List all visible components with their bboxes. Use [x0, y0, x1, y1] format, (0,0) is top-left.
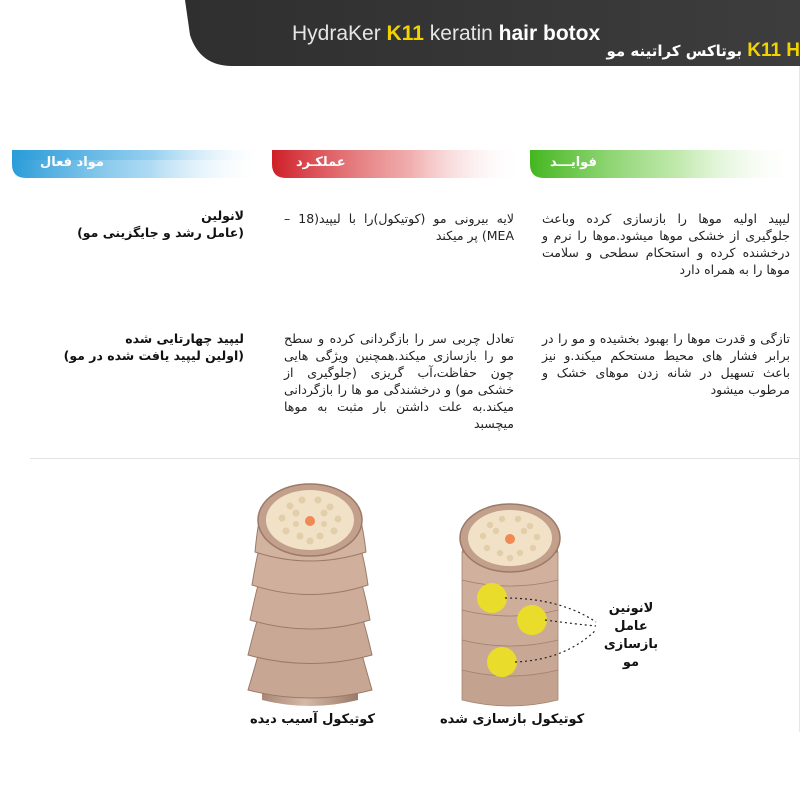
repaired-caption: کوتیکول بازسازی شده — [440, 712, 585, 727]
row-1-ingredient-desc: (عامل رشد و جایگزینی مو) — [77, 225, 244, 240]
lanolin-callout — [596, 600, 666, 672]
lanolin-marker-2 — [517, 605, 547, 635]
brand-fa-title: بوتاکس کراتینه مو — [606, 42, 742, 60]
callout-line3: بازسازی مو — [603, 637, 659, 670]
callout-line2: عامل — [614, 619, 648, 634]
lanolin-marker-1 — [477, 583, 507, 613]
brand-fa-k11: K11 — [747, 40, 782, 61]
repaired-medulla — [505, 534, 515, 544]
brand-bold: hair botox — [498, 22, 601, 45]
row-1-benefits: لیپید اولیه موها را بازسازی کرده وباعث جلوگیری از خشکی موها میشود.موها را نرم و درخشنده کرده و استحکام سطحی و سلامت موها را به همراه دارد — [542, 211, 790, 277]
function-header-label: عملکـرد — [296, 155, 346, 170]
lanolin-marker-3 — [487, 647, 517, 677]
row-2-benefits: تازگی و قدرت موها را بهبود بخشیده و مو را در برابر فشار های محیط مستحکم میکند.و نیز باعث تسهیل در شانه زدن موهای خشک و مرطوب میشود — [542, 331, 790, 397]
damaged-caption: کوتیکول آسیب دیده — [250, 712, 375, 727]
damaged-medulla — [305, 516, 315, 526]
row-2-ingredient-desc: (اولین لیپید یافت شده در مو) — [63, 348, 244, 363]
repaired-cuticle-strand — [460, 504, 560, 706]
row-1-ingredient-name: لانولین — [201, 208, 244, 223]
damaged-cuticle-strand — [248, 484, 372, 706]
row-2-function: تعادل چربی سر را بازگردانی کرده و سطح مو را بازسازی میکند.همچنین ویژگی هایی چون حفاظت،آب گریزی (جلوگیری از خشکی مو) و درخشندگی مو ها را بازگردانی میکند.به علت داشتن بار مثبت به موها میچسبد — [284, 331, 514, 431]
benefits-header-label: فوایـــد — [550, 155, 597, 170]
brand-prefix: HydraKer — [292, 22, 381, 45]
row-2-ingredient-name: لیپید چهارتایی شده — [125, 331, 244, 346]
callout-line1: لانونین — [608, 601, 654, 616]
ingredients-header-label: مواد فعال — [40, 155, 104, 170]
row-1-function: لایه بیرونی مو (کوتیکول)را با لیپید(18 – MEA) پر میکند — [284, 211, 514, 243]
brand-mid: keratin — [429, 22, 493, 45]
brand-fa-fragment: H — [786, 40, 800, 61]
brand-k11: K11 — [386, 22, 424, 45]
